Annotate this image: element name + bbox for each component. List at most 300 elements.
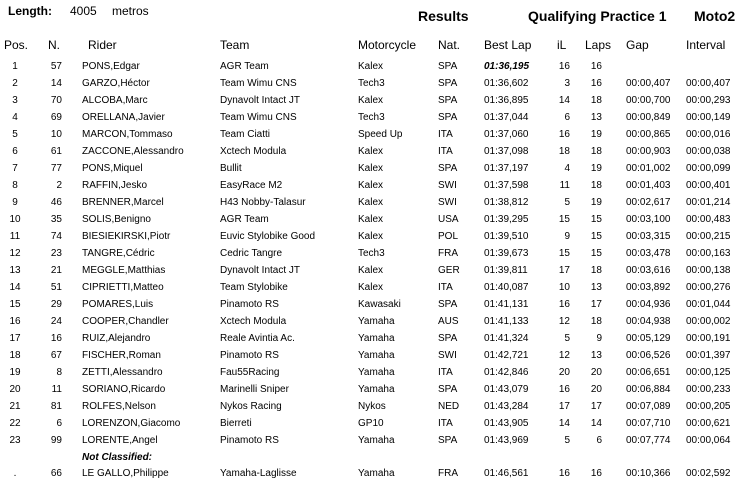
cell-team: Fau55Racing [220, 367, 280, 378]
cell-motorcycle: Yamaha [358, 435, 395, 446]
cell-rider: PONS,Edgar [82, 61, 140, 72]
cell-laps: 18 [590, 316, 602, 327]
table-row [0, 58, 740, 75]
table-row [0, 211, 740, 228]
cell-motorcycle: Nykos [358, 401, 386, 412]
cell-num: 8 [56, 367, 62, 378]
cell-interval: 00:00,163 [686, 248, 731, 259]
cell-best-lap: 01:36,895 [484, 95, 529, 106]
cell-pos: 17 [9, 333, 21, 344]
col-laps: Laps [585, 38, 612, 52]
cell-laps: 13 [590, 350, 602, 361]
cell-interval: 00:00,138 [686, 265, 731, 276]
cell-gap: 00:05,129 [626, 333, 671, 344]
cell-laps: 18 [590, 265, 602, 276]
table-row [0, 245, 740, 262]
col-il: iL [557, 38, 567, 52]
cell-rider: POMARES,Luis [82, 299, 154, 310]
col-motorcycle: Motorcycle [358, 38, 417, 52]
cell-pos: 11 [9, 231, 21, 242]
cell-il: 16 [558, 468, 570, 479]
cell-best-lap: 01:43,079 [484, 384, 529, 395]
cell-il: 10 [558, 282, 570, 293]
cell-pos: 15 [9, 299, 21, 310]
cell-il: 20 [558, 367, 570, 378]
cell-rider: LE GALLO,Philippe [82, 468, 169, 479]
cell-il: 6 [564, 112, 570, 123]
cell-laps: 18 [590, 180, 602, 191]
cell-nat: SPA [438, 299, 458, 310]
cell-team: Xctech Modula [220, 316, 287, 327]
cell-interval: 00:00,064 [686, 435, 731, 446]
col-pos: Pos. [4, 38, 29, 52]
cell-gap: 00:07,089 [626, 401, 671, 412]
cell-num: 69 [50, 112, 62, 123]
cell-motorcycle: Kalex [358, 61, 384, 72]
cell-rider: GARZO,Héctor [82, 78, 150, 89]
table-row [0, 126, 740, 143]
cell-rider: ROLFES,Nelson [82, 401, 156, 412]
cell-team: Xctech Modula [220, 146, 287, 157]
cell-il: 9 [564, 231, 570, 242]
cell-laps: 15 [590, 231, 602, 242]
cell-laps: 18 [590, 146, 602, 157]
cell-pos: 6 [12, 146, 18, 157]
cell-motorcycle: Yamaha [358, 350, 395, 361]
cell-motorcycle: Kalex [358, 95, 384, 106]
cell-best-lap: 01:39,673 [484, 248, 529, 259]
cell-team: Pinamoto RS [220, 435, 279, 446]
cell-il: 5 [564, 435, 570, 446]
table-row [0, 228, 740, 245]
table-row [0, 296, 740, 313]
cell-interval: 00:02,592 [686, 468, 731, 479]
cell-gap: 00:00,849 [626, 112, 671, 123]
col-num: N. [48, 38, 60, 52]
cell-num: 29 [50, 299, 62, 310]
table-row [0, 109, 740, 126]
cell-num: 61 [50, 146, 62, 157]
cell-team: Cedric Tangre [220, 248, 283, 259]
cell-gap: 00:06,526 [626, 350, 671, 361]
table-row [0, 75, 740, 92]
cell-pos: 1 [12, 61, 18, 72]
table-row [0, 313, 740, 330]
cell-laps: 19 [590, 129, 602, 140]
results-title: Results [418, 8, 469, 24]
cell-nat: SPA [438, 384, 458, 395]
table-row [0, 262, 740, 279]
cell-laps: 15 [590, 248, 602, 259]
cell-motorcycle: Kalex [358, 282, 384, 293]
cell-num: 46 [50, 197, 62, 208]
cell-num: 66 [50, 468, 62, 479]
cell-num: 67 [50, 350, 62, 361]
cell-motorcycle: Kawasaki [358, 299, 401, 310]
length-label: Length: [8, 4, 52, 18]
cell-rider: RUIZ,Alejandro [82, 333, 151, 344]
cell-num: 2 [56, 180, 62, 191]
cell-rider: MEGGLE,Matthias [82, 265, 166, 276]
cell-pos: 10 [9, 214, 21, 225]
cell-interval: 00:01,044 [686, 299, 731, 310]
cell-rider: LORENZON,Giacomo [82, 418, 181, 429]
cell-rider: MARCON,Tommaso [82, 129, 173, 140]
cell-il: 15 [558, 214, 570, 225]
cell-interval: 00:00,233 [686, 384, 731, 395]
cell-best-lap: 01:37,098 [484, 146, 529, 157]
table-row [0, 364, 740, 381]
cell-nat: SPA [438, 61, 458, 72]
cell-rider: BRENNER,Marcel [82, 197, 164, 208]
cell-gap: 00:00,700 [626, 95, 671, 106]
cell-pos: 9 [12, 197, 18, 208]
cell-laps: 18 [590, 95, 602, 106]
cell-num: 16 [50, 333, 62, 344]
cell-interval: 00:00,125 [686, 367, 731, 378]
cell-best-lap: 01:39,295 [484, 214, 529, 225]
cell-il: 16 [558, 384, 570, 395]
cell-il: 16 [558, 129, 570, 140]
cell-num: 11 [51, 384, 62, 395]
cell-rider: BIESIEKIRSKI,Piotr [82, 231, 171, 242]
cell-num: 77 [50, 163, 62, 174]
cell-best-lap: 01:37,598 [484, 180, 529, 191]
cell-nat: GER [438, 265, 460, 276]
cell-gap: 00:04,936 [626, 299, 671, 310]
cell-interval: 00:01,397 [686, 350, 731, 361]
cell-gap: 00:02,617 [626, 197, 671, 208]
cell-pos: 16 [9, 316, 21, 327]
column-headers [0, 36, 740, 56]
cell-num: 51 [50, 282, 62, 293]
cell-rider: TANGRE,Cédric [82, 248, 155, 259]
cell-gap: 00:04,938 [626, 316, 671, 327]
cell-pos: 19 [9, 367, 21, 378]
cell-best-lap: 01:39,811 [484, 265, 528, 276]
cell-best-lap: 01:43,969 [484, 435, 529, 446]
cell-nat: SPA [438, 78, 458, 89]
cell-nat: ITA [438, 418, 453, 429]
cell-nat: FRA [438, 248, 458, 259]
col-gap: Gap [626, 38, 649, 52]
col-interval: Interval [686, 38, 726, 52]
cell-il: 4 [564, 163, 570, 174]
cell-laps: 16 [590, 61, 602, 72]
cell-team: Pinamoto RS [220, 299, 279, 310]
cell-laps: 6 [596, 435, 602, 446]
cell-rider: FISCHER,Roman [82, 350, 161, 361]
cell-team: Team Stylobike [220, 282, 288, 293]
cell-team: Team Wimu CNS [220, 78, 297, 89]
cell-rider: COOPER,Chandler [82, 316, 169, 327]
cell-il: 14 [558, 418, 570, 429]
cell-laps: 16 [590, 468, 602, 479]
cell-interval: 00:00,621 [686, 418, 731, 429]
cell-interval: 00:00,099 [686, 163, 731, 174]
cell-pos: 12 [9, 248, 21, 259]
results-header [0, 0, 740, 30]
cell-num: 74 [50, 231, 62, 242]
cell-motorcycle: Yamaha [358, 333, 395, 344]
cell-team: Dynavolt Intact JT [220, 95, 301, 106]
cell-il: 18 [558, 146, 570, 157]
cell-best-lap: 01:38,812 [484, 197, 529, 208]
cell-motorcycle: Kalex [358, 265, 384, 276]
cell-nat: SPA [438, 112, 458, 123]
cell-best-lap: 01:41,324 [484, 333, 529, 344]
cell-pos: 2 [12, 78, 18, 89]
not-classified-label: Not Classified: [82, 452, 153, 463]
cell-num: 6 [56, 418, 62, 429]
cell-rider: LORENTE,Angel [82, 435, 158, 446]
col-rider: Rider [88, 38, 117, 52]
cell-il: 11 [559, 180, 570, 191]
cell-nat: ITA [438, 129, 453, 140]
cell-interval: 00:00,016 [686, 129, 731, 140]
class-title: Moto2 [694, 8, 736, 24]
not-classified-heading [0, 449, 740, 465]
col-nat: Nat. [438, 38, 461, 52]
cell-interval: 00:00,293 [686, 95, 731, 106]
cell-laps: 17 [590, 299, 602, 310]
cell-num: 81 [50, 401, 62, 412]
cell-nat: AUS [438, 316, 459, 327]
cell-motorcycle: Kalex [358, 231, 384, 242]
cell-gap: 00:03,616 [626, 265, 671, 276]
cell-rider: CIPRIETTI,Matteo [82, 282, 164, 293]
cell-il: 3 [564, 78, 570, 89]
cell-laps: 20 [590, 367, 602, 378]
cell-interval: 00:00,483 [686, 214, 731, 225]
cell-best-lap: 01:43,905 [484, 418, 529, 429]
cell-gap: 00:00,865 [626, 129, 671, 140]
cell-team: Bullit [220, 163, 242, 174]
cell-gap: 00:10,366 [626, 468, 671, 479]
table-row [0, 160, 740, 177]
table-row [0, 177, 740, 194]
cell-nat: FRA [438, 468, 458, 479]
cell-nat: SWI [438, 350, 457, 361]
cell-pos: 21 [9, 401, 21, 412]
cell-nat: ITA [438, 367, 453, 378]
cell-motorcycle: Tech3 [358, 112, 385, 123]
cell-num: 14 [50, 78, 62, 89]
cell-team: Pinamoto RS [220, 350, 279, 361]
cell-motorcycle: Yamaha [358, 384, 395, 395]
cell-il: 16 [558, 61, 570, 72]
table-row [0, 194, 740, 211]
cell-interval: 00:01,214 [686, 197, 731, 208]
cell-interval: 00:00,215 [686, 231, 731, 242]
cell-il: 17 [558, 401, 570, 412]
cell-nat: SWI [438, 180, 457, 191]
cell-team: Dynavolt Intact JT [220, 265, 301, 276]
cell-gap: 00:03,892 [626, 282, 671, 293]
cell-il: 12 [558, 316, 570, 327]
cell-pos: 22 [9, 418, 21, 429]
cell-rider: PONS,Miquel [82, 163, 143, 174]
cell-interval: 00:00,205 [686, 401, 731, 412]
cell-motorcycle: Tech3 [358, 78, 385, 89]
cell-team: Reale Avintia Ac. [220, 333, 295, 344]
cell-rider: ZACCONE,Alessandro [82, 146, 184, 157]
cell-gap: 00:00,903 [626, 146, 671, 157]
cell-team: Nykos Racing [220, 401, 282, 412]
cell-il: 12 [558, 350, 570, 361]
table-row [0, 415, 740, 432]
cell-num: 21 [50, 265, 62, 276]
cell-team: Bierreti [220, 418, 252, 429]
cell-best-lap: 01:42,721 [484, 350, 529, 361]
cell-rider: RAFFIN,Jesko [82, 180, 148, 191]
cell-team: EasyRace M2 [220, 180, 283, 191]
cell-laps: 20 [590, 384, 602, 395]
length-value: 4005 [70, 4, 97, 18]
cell-pos: . [13, 468, 17, 479]
cell-il: 16 [558, 299, 570, 310]
cell-pos: 5 [12, 129, 18, 140]
cell-best-lap: 01:42,846 [484, 367, 529, 378]
cell-pos: 18 [9, 350, 21, 361]
cell-interval: 00:00,276 [686, 282, 731, 293]
table-row [0, 279, 740, 296]
cell-laps: 16 [590, 78, 602, 89]
cell-best-lap: 01:37,197 [484, 163, 529, 174]
cell-team: Marinelli Sniper [220, 384, 289, 395]
cell-gap: 00:06,884 [626, 384, 671, 395]
cell-best-lap: 01:36,195 [484, 61, 530, 72]
cell-laps: 9 [596, 333, 602, 344]
table-row [0, 432, 740, 449]
cell-nat: ITA [438, 282, 453, 293]
cell-gap: 00:01,403 [626, 180, 671, 191]
cell-laps: 15 [590, 214, 602, 225]
cell-best-lap: 01:37,044 [484, 112, 529, 123]
cell-motorcycle: Kalex [358, 214, 384, 225]
cell-gap: 00:01,002 [626, 163, 671, 174]
cell-best-lap: 01:43,284 [484, 401, 529, 412]
cell-best-lap: 01:39,510 [484, 231, 529, 242]
cell-pos: 14 [9, 282, 21, 293]
cell-gap: 00:07,774 [626, 435, 671, 446]
cell-nat: SPA [438, 333, 458, 344]
cell-nat: USA [438, 214, 459, 225]
cell-interval: 00:00,002 [686, 316, 731, 327]
cell-motorcycle: GP10 [358, 418, 384, 429]
cell-pos: 23 [9, 435, 21, 446]
results-table [0, 58, 740, 482]
col-team: Team [220, 38, 250, 52]
cell-interval: 00:00,038 [686, 146, 731, 157]
cell-motorcycle: Kalex [358, 163, 384, 174]
cell-nat: POL [438, 231, 459, 242]
cell-laps: 19 [590, 197, 602, 208]
cell-num: 10 [50, 129, 62, 140]
cell-num: 70 [50, 95, 62, 106]
cell-num: 24 [50, 316, 62, 327]
cell-rider: SORIANO,Ricardo [82, 384, 166, 395]
cell-pos: 7 [12, 163, 18, 174]
cell-gap: 00:03,478 [626, 248, 671, 259]
cell-gap: 00:00,407 [626, 78, 671, 89]
cell-interval: 00:00,191 [686, 333, 731, 344]
cell-pos: 4 [12, 112, 18, 123]
cell-motorcycle: Kalex [358, 146, 384, 157]
cell-interval: 00:00,401 [686, 180, 731, 191]
cell-gap: 00:03,315 [626, 231, 671, 242]
cell-best-lap: 01:41,133 [484, 316, 529, 327]
cell-nat: ITA [438, 146, 453, 157]
cell-num: 57 [50, 61, 62, 72]
cell-best-lap: 01:46,561 [484, 468, 529, 479]
table-row [0, 465, 740, 482]
cell-motorcycle: Yamaha [358, 468, 395, 479]
cell-gap: 00:06,651 [626, 367, 671, 378]
cell-pos: 13 [9, 265, 21, 276]
cell-gap: 00:03,100 [626, 214, 671, 225]
cell-il: 5 [564, 333, 570, 344]
length-unit: metros [112, 4, 149, 18]
cell-team: H43 Nobby-Talasur [220, 197, 306, 208]
cell-motorcycle: Speed Up [358, 129, 403, 140]
table-row [0, 330, 740, 347]
table-row [0, 398, 740, 415]
session-title: Qualifying Practice 1 [528, 8, 667, 24]
cell-gap: 00:07,710 [626, 418, 671, 429]
cell-pos: 20 [9, 384, 21, 395]
cell-laps: 14 [590, 418, 602, 429]
cell-interval: 00:00,149 [686, 112, 731, 123]
cell-nat: SWI [438, 197, 457, 208]
cell-rider: SOLIS,Benigno [82, 214, 151, 225]
cell-laps: 19 [590, 163, 602, 174]
cell-team: Team Ciatti [220, 129, 271, 140]
cell-num: 99 [50, 435, 62, 446]
cell-best-lap: 01:37,060 [484, 129, 529, 140]
table-row [0, 143, 740, 160]
cell-laps: 13 [590, 112, 602, 123]
cell-il: 5 [564, 197, 570, 208]
cell-motorcycle: Yamaha [358, 316, 395, 327]
col-best-lap: Best Lap [484, 38, 532, 52]
cell-il: 15 [558, 248, 570, 259]
cell-team: Team Wimu CNS [220, 112, 297, 123]
cell-best-lap: 01:36,602 [484, 78, 529, 89]
table-row [0, 92, 740, 109]
cell-team: AGR Team [220, 61, 269, 72]
cell-nat: SPA [438, 163, 458, 174]
cell-nat: NED [438, 401, 460, 412]
cell-motorcycle: Yamaha [358, 367, 395, 378]
cell-motorcycle: Kalex [358, 180, 384, 191]
cell-il: 14 [558, 95, 570, 106]
cell-num: 23 [50, 248, 62, 259]
cell-num: 35 [50, 214, 62, 225]
cell-laps: 13 [590, 282, 602, 293]
cell-best-lap: 01:40,087 [484, 282, 529, 293]
cell-rider: ALCOBA,Marc [82, 95, 148, 106]
cell-team: Yamaha-Laglisse [220, 468, 297, 479]
cell-rider: ZETTI,Alessandro [82, 367, 163, 378]
cell-team: AGR Team [220, 214, 269, 225]
table-row [0, 347, 740, 364]
cell-nat: SPA [438, 435, 458, 446]
cell-laps: 17 [590, 401, 602, 412]
table-row [0, 381, 740, 398]
cell-best-lap: 01:41,131 [484, 299, 529, 310]
cell-pos: 3 [12, 95, 18, 106]
